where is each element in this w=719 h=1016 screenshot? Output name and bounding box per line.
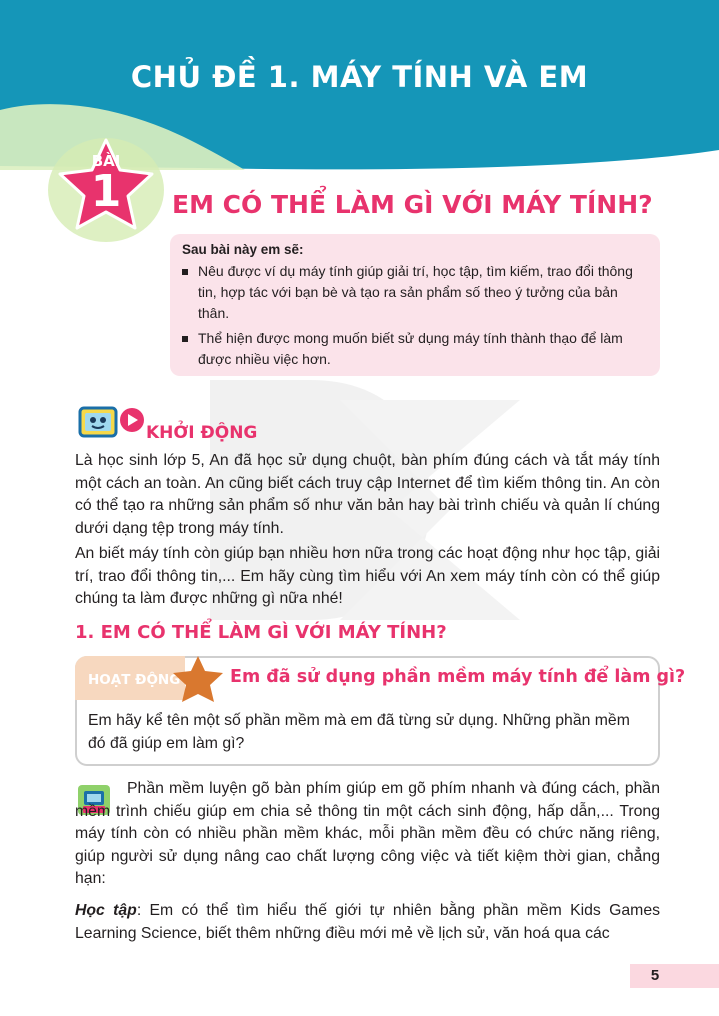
- objectives-box: [170, 234, 660, 376]
- objectives-heading: Sau bài này em sẽ:: [182, 242, 304, 257]
- study-label: Học tập: [75, 902, 137, 919]
- objective-text: Thể hiện được mong muốn biết sử dụng máy tính thành thạo để làm được nhiều việc hơn.: [198, 330, 623, 367]
- warmup-paragraph-2: An biết máy tính còn giúp bạn nhiều hơn nữa trong các hoạt động như học tập, giải trí, trao đổi thông tin,... Em hãy cùng tìm hiểu với An xem máy tính còn có thể giúp chúng ta làm được những gì nữa nhé!: [75, 545, 660, 607]
- activity-title: Em đã sử dụng phần mềm máy tính để làm gì?: [230, 667, 686, 687]
- warmup-paragraph-1: Là học sinh lớp 5, An đã học sử dụng chuột, bàn phím đúng cách và tắt máy tính một cách an toàn. An cũng biết cách truy cập Internet để tìm kiếm thông tin. An còn có thể tạo ra những sản phẩm số như văn bản hay bài trình chiếu và quản lí chúng dưới dạng tệp trong máy tính.: [75, 452, 660, 537]
- objective-text: Nêu được ví dụ máy tính giúp giải trí, học tập, tìm kiếm, trao đổi thông tin, hợp tác với bạn bè và tạo ra sản phẩm số theo ý tưởng của bản thân.: [198, 263, 633, 321]
- objective-item: [182, 261, 646, 324]
- activity-text: Em hãy kể tên một số phần mềm mà em đã từng sử dụng. Những phần mềm đó đã giúp em làm gì?: [88, 712, 630, 752]
- lesson-number: 1: [90, 166, 122, 217]
- star-icon: [168, 654, 228, 704]
- chapter-title: CHỦ ĐỀ 1. MÁY TÍNH VÀ EM: [130, 60, 589, 94]
- activity-label: HOẠT ĐỘNG: [88, 672, 181, 688]
- study-text: : Em có thể tìm hiểu thế giới tự nhiên bằng phần mềm Kids Games Learning Science, biết thêm những điều mới mẻ về lịch sử, văn hoá qua các: [75, 902, 660, 942]
- reading-paragraph: Phần mềm luyện gõ bàn phím giúp em gõ phím nhanh và đúng cách, phần mềm trình chiếu giúp em chia sẻ thông tin một cách sinh động, hấp dẫn,... Trong máy tính còn có nhiều phần mềm khác, mỗi phần mềm đều có chức năng riêng, giúp người sử dụng nâng cao chất lượng công việc và tiết kiệm thời gian, chẳng hạn:: [75, 780, 660, 887]
- computer-mascot-icon: [74, 400, 146, 446]
- section-title: 1. EM CÓ THỂ LÀM GÌ VỚI MÁY TÍNH?: [75, 622, 447, 643]
- lesson-label: BÀI: [91, 152, 121, 170]
- square-bullet-icon: [182, 336, 188, 342]
- warmup-title: KHỞI ĐỘNG: [146, 423, 258, 443]
- page-number: 5: [650, 967, 660, 984]
- square-bullet-icon: [182, 269, 188, 275]
- lesson-title: EM CÓ THỂ LÀM GÌ VỚI MÁY TÍNH?: [172, 190, 653, 219]
- study-paragraph: [75, 900, 660, 945]
